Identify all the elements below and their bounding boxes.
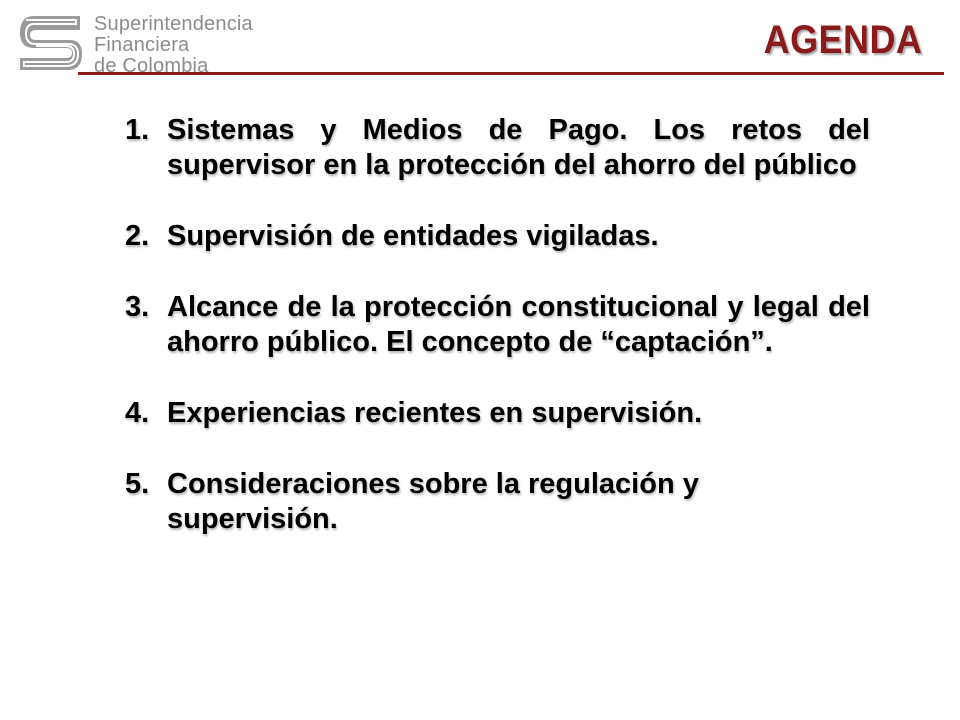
- agenda-item-number: 1.: [125, 114, 150, 146]
- logo-line-3: de Colombia: [94, 55, 209, 77]
- agenda-item-number: 5.: [125, 468, 150, 500]
- agenda-item-number: 4.: [125, 397, 150, 429]
- agenda-item-3: [125, 290, 870, 360]
- agenda-item-1: [125, 113, 870, 183]
- agenda-item-4: [125, 396, 870, 431]
- superintendencia-s-logo-icon: [14, 10, 86, 78]
- agenda-item-2: [125, 219, 870, 254]
- logo-line-2: Financiera: [94, 34, 190, 56]
- agenda-item-text: Supervisión de entidades vigiladas.: [167, 220, 659, 252]
- agenda-item-5: [125, 467, 870, 537]
- agenda-list: [125, 113, 870, 573]
- logo-text: [94, 14, 253, 77]
- agenda-item-number: 2.: [125, 220, 150, 252]
- header-divider: [78, 72, 944, 75]
- page-title: AGENDA: [763, 18, 922, 62]
- agenda-item-number: 3.: [125, 291, 150, 323]
- agenda-item-text: Consideraciones sobre la regulación y supervisión.: [167, 468, 699, 535]
- superintendencia-logo: [14, 10, 254, 80]
- agenda-item-text: Alcance de la protección constitucional y legal del ahorro público. El concepto de “captación”.: [167, 291, 870, 358]
- agenda-item-text: Experiencias recientes en supervisión.: [167, 397, 703, 429]
- logo-line-1: Superintendencia: [94, 13, 253, 35]
- agenda-item-text: Sistemas y Medios de Pago. Los retos del supervisor en la protección del ahorro del público: [167, 114, 870, 181]
